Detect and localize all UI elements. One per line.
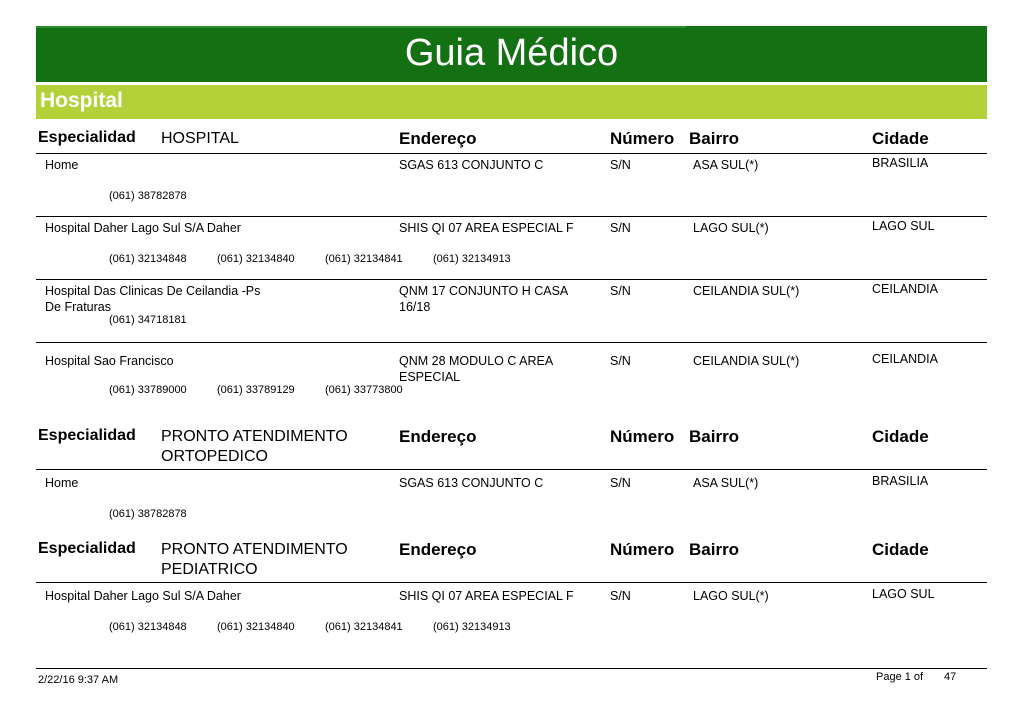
provider-city: BRASILIA (872, 156, 929, 170)
column-header-numero: Número (610, 427, 675, 446)
specialty-value: PEDIATRICO (161, 561, 258, 578)
provider-city: LAGO SUL (872, 219, 935, 233)
provider-phone: (061) 38782878 (109, 190, 187, 202)
provider-number: S/N (610, 476, 631, 490)
provider-number: S/N (610, 589, 631, 603)
column-header-bairro: Bairro (689, 540, 740, 559)
provider-phone: (061) 32134841 (325, 253, 403, 265)
column-header-cidade: Cidade (872, 427, 929, 446)
provider-number: S/N (610, 354, 631, 368)
provider-name: Hospital Das Clinicas De Ceilandia -Ps (45, 284, 261, 298)
column-header-numero: Número (610, 540, 675, 559)
specialty-value: HOSPITAL (161, 130, 239, 147)
provider-address: SGAS 613 CONJUNTO C (399, 476, 544, 490)
provider-phone: (061) 34718181 (109, 314, 187, 326)
provider-name: Home (45, 476, 79, 490)
provider-number: S/N (610, 284, 631, 298)
provider-name: Hospital Daher Lago Sul S/A Daher (45, 221, 241, 235)
provider-city: CEILANDIA (872, 352, 938, 366)
specialty-value: PRONTO ATENDIMENTO (161, 541, 348, 558)
provider-name: Hospital Daher Lago Sul S/A Daher (45, 589, 241, 603)
provider-address: SHIS QI 07 AREA ESPECIAL F (399, 221, 574, 235)
column-header-bairro: Bairro (689, 427, 740, 446)
provider-address: QNM 28 MODULO C AREA (399, 354, 554, 368)
specialty-label: Especialidad (38, 129, 136, 146)
group-header-rule (36, 153, 987, 154)
provider-bairro: LAGO SUL(*) (693, 221, 769, 235)
row-separator (36, 216, 987, 217)
provider-phone: (061) 33789129 (217, 384, 295, 396)
provider-address: 16/18 (399, 300, 431, 314)
section-title: Hospital (40, 89, 123, 112)
specialty-label: Especialidad (38, 427, 136, 444)
column-header-cidade: Cidade (872, 129, 929, 148)
provider-bairro: ASA SUL(*) (693, 476, 759, 490)
footer-page-total: 47 (944, 671, 957, 683)
provider-phone: (061) 33789000 (109, 384, 187, 396)
group-header-rule (36, 469, 987, 470)
provider-city: LAGO SUL (872, 587, 935, 601)
column-header-endereco: Endereço (399, 129, 477, 148)
provider-bairro: ASA SUL(*) (693, 158, 759, 172)
provider-address: SHIS QI 07 AREA ESPECIAL F (399, 589, 574, 603)
provider-phone: (061) 32134840 (217, 253, 295, 265)
footer-rule (36, 668, 987, 669)
banner-top-line (36, 26, 686, 28)
provider-phone: (061) 32134848 (109, 253, 187, 265)
specialty-label: Especialidad (38, 540, 136, 557)
provider-bairro: CEILANDIA SUL(*) (693, 284, 800, 298)
column-header-numero: Número (610, 129, 675, 148)
footer-timestamp: 2/22/16 9:37 AM (38, 674, 119, 686)
provider-city: BRASILIA (872, 474, 929, 488)
column-header-cidade: Cidade (872, 540, 929, 559)
provider-city: CEILANDIA (872, 282, 938, 296)
column-header-endereco: Endereço (399, 540, 477, 559)
provider-phone: (061) 33773800 (325, 384, 403, 396)
provider-bairro: CEILANDIA SUL(*) (693, 354, 800, 368)
footer-page-label: Page 1 of (876, 671, 924, 683)
row-separator (36, 279, 987, 280)
provider-number: S/N (610, 221, 631, 235)
specialty-value: ORTOPEDICO (161, 448, 268, 465)
provider-address: ESPECIAL (399, 370, 461, 384)
provider-address: QNM 17 CONJUNTO H CASA (399, 284, 569, 298)
provider-name: De Fraturas (45, 300, 111, 314)
provider-phone: (061) 32134913 (433, 253, 511, 265)
page-title: Guia Médico (404, 32, 619, 74)
provider-phone: (061) 32134848 (109, 621, 187, 633)
provider-bairro: LAGO SUL(*) (693, 589, 769, 603)
provider-phone: (061) 32134841 (325, 621, 403, 633)
provider-name: Hospital Sao Francisco (45, 354, 174, 368)
section-banner (36, 85, 987, 119)
specialty-value: PRONTO ATENDIMENTO (161, 428, 348, 445)
provider-number: S/N (610, 158, 631, 172)
group-header-rule (36, 582, 987, 583)
column-header-endereco: Endereço (399, 427, 477, 446)
row-separator (36, 342, 987, 343)
column-header-bairro: Bairro (689, 129, 740, 148)
provider-phone: (061) 32134840 (217, 621, 295, 633)
provider-phone: (061) 38782878 (109, 508, 187, 520)
provider-phone: (061) 32134913 (433, 621, 511, 633)
provider-address: SGAS 613 CONJUNTO C (399, 158, 544, 172)
provider-name: Home (45, 158, 79, 172)
